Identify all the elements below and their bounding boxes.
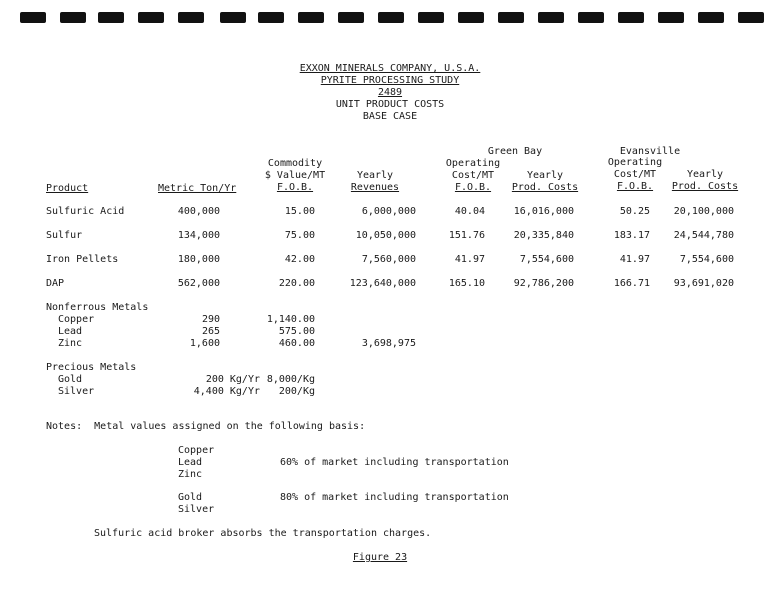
punch-hole <box>658 12 684 23</box>
note-sulfuric: Sulfuric acid broker absorbs the transportation charges. <box>94 528 432 539</box>
header-commodity-1: Commodity <box>267 158 323 169</box>
header-gb-cost-3: F.O.B. <box>454 182 492 193</box>
header-commodity-2: $ Value/MT <box>264 170 326 181</box>
row-ev-prod: 20,100,000 <box>673 206 734 217</box>
notes-intro: Notes: Metal values assigned on the following basis: <box>46 421 366 432</box>
punch-hole <box>258 12 284 23</box>
row-commodity: 15.00 <box>284 206 315 217</box>
metal-commodity: 1,140.00 <box>266 314 315 325</box>
punch-hole <box>498 12 524 23</box>
metal-metric: 200 Kg/Yr <box>205 374 260 385</box>
row-gb-cost: 151.76 <box>448 230 485 241</box>
row-gb-prod: 7,554,600 <box>519 254 574 265</box>
row-ev-prod: 93,691,020 <box>673 278 734 289</box>
row-product: Sulfur <box>46 230 83 241</box>
note-metal: Lead <box>178 457 203 468</box>
note-basis: 80% of market including transportation <box>280 492 509 503</box>
row-revenues: 10,050,000 <box>355 230 416 241</box>
metal-name: Copper <box>58 314 95 325</box>
row-metric: 562,000 <box>177 278 220 289</box>
metal-name: Lead <box>58 326 83 337</box>
metal-commodity: 460.00 <box>278 338 315 349</box>
nonferrous-label: Nonferrous Metals <box>46 302 149 313</box>
punch-hole <box>298 12 324 23</box>
punch-hole <box>60 12 86 23</box>
note-metal: Silver <box>178 504 215 515</box>
metal-metric: 1,600 <box>189 338 220 349</box>
metal-name: Silver <box>58 386 95 397</box>
punch-hole <box>418 12 444 23</box>
header-metric: Metric Ton/Yr <box>158 183 237 194</box>
header-commodity-3: F.O.B. <box>276 182 314 193</box>
punch-hole <box>98 12 124 23</box>
header-ev-prod-1: Yearly <box>686 169 724 180</box>
row-ev-cost: 183.17 <box>613 230 650 241</box>
note-metal: Copper <box>178 445 215 456</box>
header-revenues-2: Revenues <box>350 182 400 193</box>
header-ev-cost-2: Cost/MT <box>613 169 657 180</box>
header-gb-cost-2: Cost/MT <box>451 170 495 181</box>
row-gb-cost: 165.10 <box>448 278 485 289</box>
header-ev-cost-3: F.O.B. <box>616 181 654 192</box>
metal-name: Zinc <box>58 338 83 349</box>
header-ev-prod-2: Prod. Costs <box>671 181 739 192</box>
header-product: Product <box>46 183 89 194</box>
header-ev-cost-1: Operating <box>607 157 663 168</box>
figure-caption: Figure 23 <box>352 552 408 563</box>
precious-label: Precious Metals <box>46 362 137 373</box>
header-gb-prod-1: Yearly <box>526 170 564 181</box>
row-metric: 400,000 <box>177 206 220 217</box>
row-product: Iron Pellets <box>46 254 119 265</box>
punch-hole <box>178 12 204 23</box>
row-commodity: 42.00 <box>284 254 315 265</box>
row-gb-prod: 92,786,200 <box>513 278 574 289</box>
row-gb-cost: 40.04 <box>454 206 485 217</box>
header-revenues-1: Yearly <box>356 170 394 181</box>
row-ev-cost: 166.71 <box>613 278 650 289</box>
row-gb-cost: 41.97 <box>454 254 485 265</box>
row-commodity: 75.00 <box>284 230 315 241</box>
row-gb-prod: 16,016,000 <box>513 206 574 217</box>
nonferrous-revenues: 3,698,975 <box>361 338 416 349</box>
punch-hole <box>378 12 404 23</box>
metal-name: Gold <box>58 374 83 385</box>
punch-hole <box>20 12 46 23</box>
report-subtitle: UNIT PRODUCT COSTS <box>335 99 445 110</box>
row-commodity: 220.00 <box>278 278 315 289</box>
punch-hole <box>138 12 164 23</box>
punch-hole <box>618 12 644 23</box>
note-metal: Gold <box>178 492 203 503</box>
metal-metric: 290 <box>201 314 220 325</box>
metal-commodity: 200/Kg <box>278 386 315 397</box>
note-metal: Zinc <box>178 469 203 480</box>
header-gb-prod-2: Prod. Costs <box>511 182 579 193</box>
group-evansville: Evansville <box>619 146 681 157</box>
punch-hole <box>578 12 604 23</box>
row-product: Sulfuric Acid <box>46 206 125 217</box>
study-title: PYRITE PROCESSING STUDY <box>320 75 460 86</box>
punch-hole <box>698 12 724 23</box>
row-revenues: 7,560,000 <box>361 254 416 265</box>
punch-hole <box>338 12 364 23</box>
study-number: 2489 <box>377 87 403 98</box>
row-ev-cost: 41.97 <box>619 254 650 265</box>
row-metric: 180,000 <box>177 254 220 265</box>
row-ev-cost: 50.25 <box>619 206 650 217</box>
row-gb-prod: 20,335,840 <box>513 230 574 241</box>
metal-commodity: 8,000/Kg <box>266 374 315 385</box>
row-revenues: 123,640,000 <box>349 278 416 289</box>
case-label: BASE CASE <box>362 111 418 122</box>
group-green-bay: Green Bay <box>487 146 543 157</box>
metal-commodity: 575.00 <box>278 326 315 337</box>
company-name: EXXON MINERALS COMPANY, U.S.A. <box>299 63 481 74</box>
punch-hole <box>738 12 764 23</box>
row-ev-prod: 7,554,600 <box>679 254 734 265</box>
row-metric: 134,000 <box>177 230 220 241</box>
punch-hole <box>220 12 246 23</box>
punch-hole <box>458 12 484 23</box>
metal-metric: 4,400 Kg/Yr <box>193 386 260 397</box>
row-product: DAP <box>46 278 65 289</box>
note-basis: 60% of market including transportation <box>280 457 509 468</box>
row-revenues: 6,000,000 <box>361 206 416 217</box>
row-ev-prod: 24,544,780 <box>673 230 734 241</box>
punch-hole <box>538 12 564 23</box>
metal-metric: 265 <box>201 326 220 337</box>
header-gb-cost-1: Operating <box>445 158 501 169</box>
